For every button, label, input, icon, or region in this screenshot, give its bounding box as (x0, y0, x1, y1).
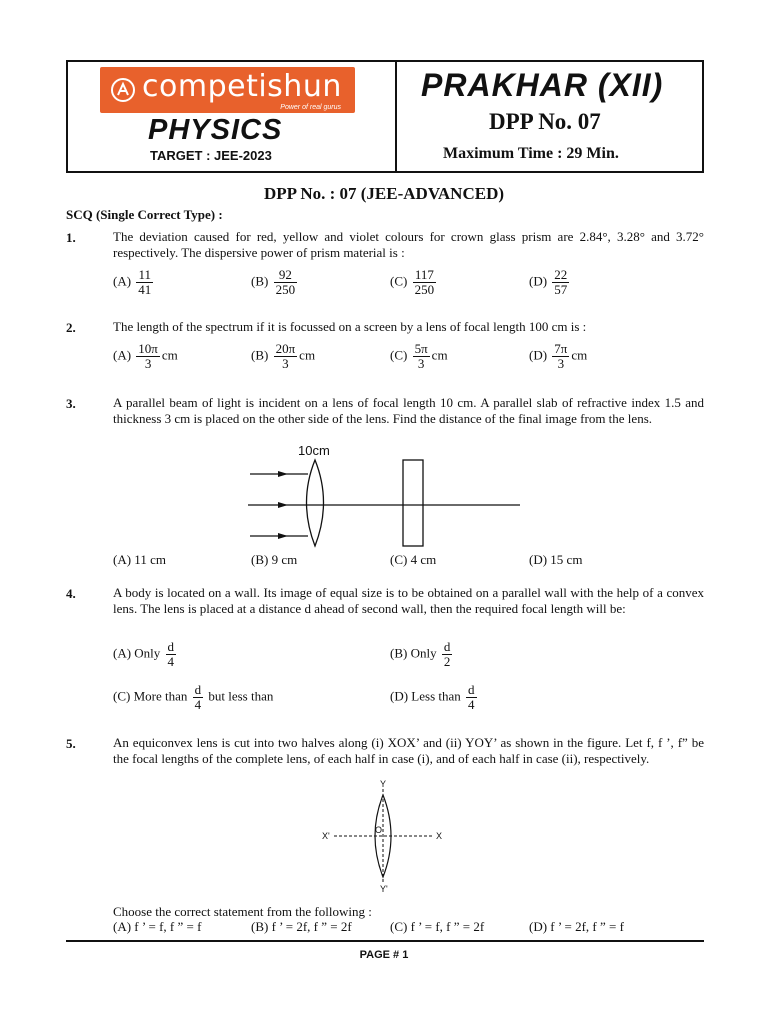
numerator: 92 (274, 268, 298, 283)
lens-slab-figure (248, 440, 523, 550)
header-divider (395, 62, 397, 171)
fraction (552, 268, 569, 297)
option-label: (C) (390, 347, 408, 363)
option-text: (B) Only (390, 645, 437, 661)
numerator: d (194, 682, 202, 697)
question-text: A body is located on a wall. Its image of equal size is to be obtained on a parallel wall with the help of a convex lens. The lens is placed at a distance d ahead of second wall, then the required focal length will be: (113, 585, 704, 616)
numerator: 5π (414, 341, 428, 356)
denominator: 3 (417, 356, 425, 371)
option-label: (C) (390, 273, 408, 289)
fraction (274, 268, 298, 297)
denominator: 2 (443, 654, 451, 669)
option-label: (D) (529, 273, 548, 289)
dpp-number: DPP No. 07 (489, 109, 601, 134)
option-label: (A) (113, 273, 132, 289)
unit: cm (161, 347, 178, 363)
fraction (552, 342, 569, 371)
option-label: (B) (251, 273, 269, 289)
section-heading: SCQ (Single Correct Type) : (66, 207, 223, 222)
option-a[interactable] (113, 640, 178, 669)
option-a[interactable]: (A) f ’ = f, f ” = f (113, 919, 202, 934)
option-a[interactable] (113, 342, 178, 371)
numerator: d (443, 639, 451, 654)
subject-title: PHYSICS (148, 114, 283, 146)
footer-divider (66, 940, 704, 942)
axis-label-y-prime: Y' (380, 884, 388, 894)
header-box (66, 60, 704, 173)
denominator: 250 (275, 282, 296, 297)
option-text: (C) More than (113, 688, 188, 704)
numerator: 20π (275, 341, 296, 356)
option-a[interactable] (113, 268, 155, 297)
numerator: 22 (554, 267, 568, 282)
option-text: (A) Only (113, 645, 161, 661)
option-a[interactable]: (A) 11 cm (113, 552, 166, 567)
fraction (413, 268, 437, 297)
question-number: 1. (66, 230, 76, 245)
unit: cm (299, 347, 316, 363)
arrow-icon (278, 533, 288, 539)
equiconvex-lens-figure (320, 775, 450, 895)
option-c[interactable] (390, 342, 448, 371)
denominator: 57 (554, 282, 568, 297)
option-text: (D) Less than (390, 688, 461, 704)
option-d[interactable]: (D) f ’ = 2f, f ” = f (529, 919, 624, 934)
convex-lens (307, 460, 324, 546)
fraction (466, 683, 477, 712)
question-prompt: Choose the correct statement from the following : (113, 904, 372, 919)
fraction (136, 268, 153, 297)
numerator: d (468, 682, 475, 697)
page-number: PAGE # 1 (359, 949, 409, 961)
option-b[interactable] (251, 268, 299, 297)
unit: cm (431, 347, 448, 363)
option-label: (B) (251, 347, 269, 363)
series-title: PRAKHAR (XII) (421, 67, 664, 103)
denominator: 3 (282, 356, 289, 371)
option-b[interactable] (390, 640, 454, 669)
logo-icon (110, 75, 136, 105)
question-text: The deviation caused for red, yellow and violet colours for crown glass prism are 2.84°, 3.28° and 3.72° respectively. The dispersive power of prism material is : (113, 229, 704, 260)
fraction (442, 640, 453, 669)
question-number: 4. (66, 586, 76, 601)
fraction (274, 342, 298, 371)
question-text: An equiconvex lens is cut into two halves along (i) XOX’ and (ii) YOY’ as shown in the figure. Let f, f ’, f” be the focal lengths of the complete lens, of each half in case (i), and of each half in case (ii), respectively. (113, 735, 704, 766)
option-b[interactable] (251, 342, 315, 371)
brand-tagline: Power of real gurus (280, 104, 341, 111)
denominator: 4 (167, 654, 175, 669)
question-text: The length of the spectrum if it is focussed on a screen by a lens of focal length 100 cm is : (113, 319, 587, 334)
fraction (166, 640, 177, 669)
option-d[interactable] (529, 268, 571, 297)
option-c[interactable] (390, 268, 438, 297)
arrow-icon (278, 502, 288, 508)
question-text: A parallel beam of light is incident on a lens of focal length 10 cm. A parallel slab of refractive index 1.5 and thickness 3 cm is placed on the other side of the lens. Find the distance of the final image from the lens. (113, 395, 704, 426)
denominator: 3 (144, 356, 152, 371)
fraction (136, 342, 160, 371)
question-number: 5. (66, 736, 76, 751)
option-c[interactable]: (C) f ’ = f, f ” = 2f (390, 919, 485, 934)
option-d[interactable]: (D) 15 cm (529, 552, 583, 567)
option-c[interactable]: (C) 4 cm (390, 552, 437, 567)
question-number: 2. (66, 320, 76, 335)
denominator: 4 (468, 697, 475, 712)
target-exam: TARGET : JEE-2023 (150, 148, 272, 163)
option-d[interactable] (529, 342, 587, 371)
question-number: 3. (66, 396, 76, 411)
denominator: 3 (557, 356, 565, 371)
glass-slab (403, 460, 423, 546)
fraction (193, 683, 204, 712)
brand-logo (100, 67, 355, 113)
page-title: DPP No. : 07 (JEE-ADVANCED) (263, 184, 505, 203)
arrow-icon (278, 471, 288, 477)
fraction (413, 342, 430, 371)
numerator: 117 (413, 268, 437, 283)
option-b[interactable]: (B) 9 cm (251, 552, 298, 567)
denominator: 4 (194, 697, 202, 712)
axis-label-x: X (436, 831, 443, 841)
option-d[interactable] (390, 683, 479, 712)
brand-name: competishun (142, 69, 342, 104)
numerator: d (167, 639, 175, 654)
origin-label: O (375, 825, 383, 835)
axis-label-x-prime: X' (322, 831, 330, 841)
unit: cm (571, 347, 588, 363)
option-text: but less than (208, 688, 274, 704)
option-label: (A) (113, 347, 132, 363)
focal-length-label: 10cm (298, 443, 330, 458)
option-b[interactable]: (B) f ’ = 2f, f ” = 2f (251, 919, 352, 934)
numerator: 7π (554, 341, 568, 356)
option-c[interactable] (113, 683, 273, 712)
axis-label-y: Y (380, 779, 387, 789)
numerator: 11 (136, 268, 153, 283)
denominator: 250 (414, 282, 435, 297)
max-time: Maximum Time : 29 Min. (443, 145, 619, 162)
numerator: 10π (138, 341, 158, 356)
option-label: (D) (529, 347, 548, 363)
denominator: 41 (138, 282, 152, 297)
